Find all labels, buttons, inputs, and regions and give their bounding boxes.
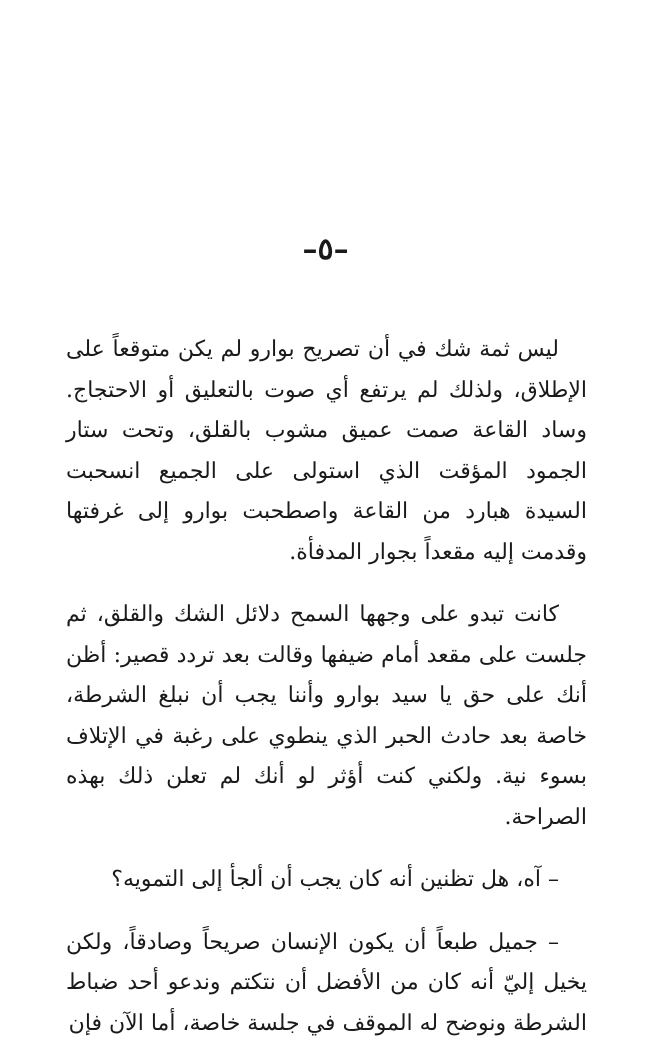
paragraph: ليس ثمة شك في أن تصريح بوارو لم يكن متوقعاً على الإطلاق، ولذلك لم يرتفع أي صوت بالتعليق أو الاحتجاج. وساد القاعة صمت عميق مشوب بالقلق، وتحت ستار الجمود المؤقت الذي استولى على الجميع انسحبت السيدة هبارد من القاعة واصطحبت بوارو إلى غرفتها وقدمت إليه مقعداً بجوار المدفأة. [66,330,587,573]
chapter-body [66,330,587,1044]
dialogue-line: – جميل طبعاً أن يكون الإنسان صريحاً وصادقاً، ولكن يخيل إليّ أنه كان من الأفضل أن نتكتم وندعو أحد ضباط الشرطة ونوضح له الموقف في جلسة خاصة، أما الآن فإن [66,923,587,1044]
chapter-number: –٥– [0,232,651,267]
paragraph: كانت تبدو على وجهها السمح دلائل الشك والقلق، ثم جلست على مقعد أمام ضيفها وقالت بعد تردد قصير: أظن أنك على حق يا سيد بوارو وأننا يجب أن نبلغ الشرطة، خاصة بعد حادث الحبر الذي ينطوي على رغبة في الإتلاف بسوء نية. ولكني كنت أؤثر لو أنك لم تعلن ذلك بهذه الصراحة. [66,595,587,838]
dialogue-line: – آه، هل تظنين أنه كان يجب أن ألجأ إلى التمويه؟ [66,860,587,901]
